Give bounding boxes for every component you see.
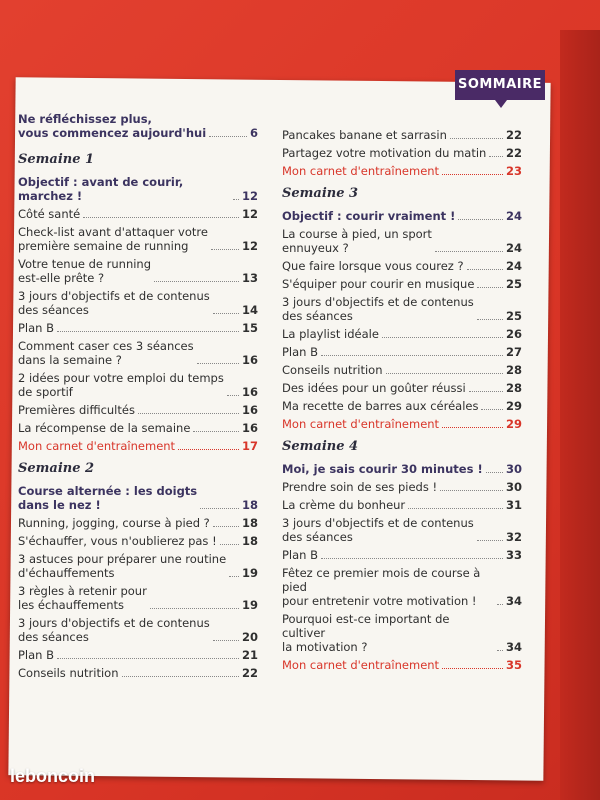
toc-entry xyxy=(18,421,258,435)
dot-leader xyxy=(233,199,239,200)
left-column xyxy=(18,112,258,684)
entry-title: Check-list avant d'attaquer votre première semaine de running xyxy=(18,225,208,253)
week-heading: Semaine 4 xyxy=(282,439,359,454)
page-number: 19 xyxy=(241,566,258,580)
page-number: 22 xyxy=(241,666,258,680)
entry-title: Plan B xyxy=(282,548,319,562)
toc-entry xyxy=(282,399,522,413)
page-number: 21 xyxy=(241,648,258,662)
dot-leader xyxy=(193,431,239,432)
toc-entry xyxy=(282,277,522,291)
toc-entry xyxy=(282,345,522,359)
entry-title: La course à pied, un sport ennuyeux ? xyxy=(282,227,432,255)
dot-leader xyxy=(458,219,503,220)
entry-title: 3 astuces pour préparer une routine d'échauffements xyxy=(18,552,227,580)
dot-leader xyxy=(467,269,503,270)
dot-leader xyxy=(211,249,239,250)
toc-entry xyxy=(18,321,258,335)
toc-entry xyxy=(18,225,258,253)
dot-leader xyxy=(220,544,239,545)
dot-leader xyxy=(57,331,239,332)
dot-leader xyxy=(450,138,503,139)
page-number: 34 xyxy=(505,594,522,608)
dot-leader xyxy=(213,640,239,641)
toc-entry xyxy=(18,371,258,399)
entry-title: Conseils nutrition xyxy=(282,363,383,377)
page-number: 29 xyxy=(505,417,522,431)
toc-entry xyxy=(282,146,522,160)
entry-title: Running, jogging, course à pied ? xyxy=(18,516,210,530)
toc-entry xyxy=(282,227,522,255)
entry-title: Objectif : courir vraiment ! xyxy=(282,209,456,223)
dot-leader xyxy=(57,658,239,659)
dot-leader xyxy=(138,413,239,414)
toc-entry xyxy=(18,439,258,453)
intro-entry xyxy=(18,112,258,140)
toc-entry xyxy=(18,552,258,580)
entry-title: La crème du bonheur xyxy=(282,498,406,512)
page-number: 12 xyxy=(241,239,258,253)
page-number: 30 xyxy=(505,480,522,494)
dot-leader xyxy=(442,174,503,175)
toc-entry xyxy=(282,658,522,672)
entry-title: Plan B xyxy=(18,321,55,335)
toc-entry xyxy=(282,381,522,395)
page-number: 24 xyxy=(505,209,522,223)
entry-title: Que faire lorsque vous courez ? xyxy=(282,259,464,273)
dot-leader xyxy=(229,576,239,577)
page-number: 20 xyxy=(241,630,258,644)
toc-entry xyxy=(18,257,258,285)
toc-entry xyxy=(282,128,522,142)
entry-title: Mon carnet d'entraînement xyxy=(18,439,176,453)
entry-title: Fêtez ce premier mois de course à pied pour entretenir votre motivation ! xyxy=(282,566,481,608)
entry-title: 3 règles à retenir pour les échauffements xyxy=(18,584,147,612)
entry-title: La playlist idéale xyxy=(282,327,379,341)
right-column xyxy=(282,128,522,676)
page-number: 12 xyxy=(241,207,258,221)
toc-entry xyxy=(282,259,522,273)
dot-leader xyxy=(200,508,239,509)
entry-title: 3 jours d'objectifs et de contenus des séances xyxy=(18,289,210,317)
dot-leader xyxy=(197,363,239,364)
dot-leader xyxy=(497,650,503,651)
toc-entry xyxy=(18,207,258,221)
entry-title: Ne réfléchissez plus, vous commencez aujourd'hui xyxy=(18,112,207,140)
page-number: 16 xyxy=(241,421,258,435)
week-heading: Semaine 3 xyxy=(282,186,359,201)
page-number: 12 xyxy=(241,189,258,203)
dot-leader xyxy=(178,449,239,450)
toc-entry xyxy=(18,339,258,367)
dot-leader xyxy=(477,540,503,541)
dot-leader xyxy=(486,472,503,473)
page-number: 17 xyxy=(241,439,258,453)
page-number: 35 xyxy=(505,658,522,672)
toc-entry xyxy=(18,584,258,612)
dot-leader xyxy=(481,409,503,410)
entry-title: 3 jours d'objectifs et de contenus des séances xyxy=(282,295,474,323)
page-number: 14 xyxy=(241,303,258,317)
page-number: 22 xyxy=(505,146,522,160)
page-number: 15 xyxy=(241,321,258,335)
entry-title: S'équiper pour courir en musique xyxy=(282,277,475,291)
toc-entry xyxy=(282,327,522,341)
dot-leader xyxy=(408,508,503,509)
dot-leader xyxy=(213,313,239,314)
entry-title: Partagez votre motivation du matin xyxy=(282,146,487,160)
toc-entry xyxy=(282,480,522,494)
dot-leader xyxy=(382,337,503,338)
week-heading: Semaine 1 xyxy=(18,152,95,167)
page-number: 24 xyxy=(505,241,522,255)
dot-leader xyxy=(386,373,503,374)
dot-leader xyxy=(122,676,239,677)
sommaire-badge: SOMMAIRE xyxy=(455,70,545,100)
week-heading: Semaine 2 xyxy=(18,461,95,476)
dot-leader xyxy=(489,156,503,157)
page-number: 25 xyxy=(505,309,522,323)
page-number: 13 xyxy=(241,271,258,285)
page-number: 18 xyxy=(241,516,258,530)
page-number: 16 xyxy=(241,403,258,417)
entry-title: 2 idées pour votre emploi du temps de sportif xyxy=(18,371,224,399)
dot-leader xyxy=(469,391,503,392)
entry-title: Pourquoi est-ce important de cultiver la motivation ? xyxy=(282,612,450,654)
entry-title: Prendre soin de ses pieds ! xyxy=(282,480,438,494)
book-spine-edge xyxy=(560,30,600,800)
entry-title: Mon carnet d'entraînement xyxy=(282,658,440,672)
dot-leader xyxy=(440,490,503,491)
toc-entry xyxy=(282,498,522,512)
page-number: 18 xyxy=(241,534,258,548)
toc-entry xyxy=(282,417,522,431)
page-number: 28 xyxy=(505,381,522,395)
entry-title: Comment caser ces 3 séances dans la semaine ? xyxy=(18,339,194,367)
entry-title: Mon carnet d'entraînement xyxy=(282,164,440,178)
entry-title: Mon carnet d'entraînement xyxy=(282,417,440,431)
page-number: 28 xyxy=(505,363,522,377)
toc-entry xyxy=(18,648,258,662)
dot-leader xyxy=(227,395,239,396)
toc-entry xyxy=(18,666,258,680)
page-number: 26 xyxy=(505,327,522,341)
dot-leader xyxy=(150,608,239,609)
page-number: 19 xyxy=(241,598,258,612)
page-number: 31 xyxy=(505,498,522,512)
toc-entry xyxy=(282,548,522,562)
dot-leader xyxy=(497,604,503,605)
toc-entry xyxy=(282,164,522,178)
entry-title: Premières difficultés xyxy=(18,403,135,417)
toc-entry xyxy=(282,209,522,223)
toc-entry xyxy=(18,616,258,644)
entry-title: Plan B xyxy=(282,345,319,359)
dot-leader xyxy=(477,319,503,320)
page-number: 33 xyxy=(505,548,522,562)
page-number: 18 xyxy=(241,498,258,512)
page-number: 29 xyxy=(505,399,522,413)
page-number: 6 xyxy=(249,126,258,140)
dot-leader xyxy=(321,558,503,559)
entry-title: 3 jours d'objectifs et de contenus des séances xyxy=(18,616,210,644)
toc-entry xyxy=(282,516,522,544)
dot-leader xyxy=(442,427,503,428)
page-number: 30 xyxy=(505,462,522,476)
entry-title: 3 jours d'objectifs et de contenus des séances xyxy=(282,516,474,544)
dot-leader xyxy=(435,251,503,252)
dot-leader xyxy=(442,668,503,669)
entry-title: Conseils nutrition xyxy=(18,666,119,680)
page-number: 16 xyxy=(241,385,258,399)
toc-entry xyxy=(18,516,258,530)
toc-entry xyxy=(18,534,258,548)
dot-leader xyxy=(83,217,239,218)
entry-title: Des idées pour un goûter réussi xyxy=(282,381,466,395)
entry-title: Moi, je sais courir 30 minutes ! xyxy=(282,462,483,476)
leboncoin-watermark: leboncoin xyxy=(10,766,95,786)
page-number: 34 xyxy=(505,640,522,654)
page-number: 16 xyxy=(241,353,258,367)
dot-leader xyxy=(477,287,503,288)
page-number: 22 xyxy=(505,128,522,142)
dot-leader xyxy=(154,281,239,282)
page-number: 24 xyxy=(505,259,522,273)
toc-entry xyxy=(282,566,522,608)
page-number: 27 xyxy=(505,345,522,359)
dot-leader xyxy=(321,355,503,356)
dot-leader xyxy=(213,526,239,527)
entry-title: Ma recette de barres aux céréales xyxy=(282,399,479,413)
entry-title: La récompense de la semaine xyxy=(18,421,191,435)
entry-title: Course alternée : les doigts dans le nez ! xyxy=(18,484,198,512)
toc-entry xyxy=(18,175,258,203)
toc-entry xyxy=(282,462,522,476)
toc-entry xyxy=(18,403,258,417)
entry-title: Côté santé xyxy=(18,207,81,221)
entry-title: Votre tenue de running est-elle prête ? xyxy=(18,257,152,285)
page-number: 23 xyxy=(505,164,522,178)
toc-entry xyxy=(282,363,522,377)
toc-entry xyxy=(282,612,522,654)
entry-title: Plan B xyxy=(18,648,55,662)
entry-title: Pancakes banane et sarrasin xyxy=(282,128,447,142)
toc-entry xyxy=(18,289,258,317)
page-number: 32 xyxy=(505,530,522,544)
entry-title: Objectif : avant de courir, marchez ! xyxy=(18,175,184,203)
toc-entry xyxy=(282,295,522,323)
page-number: 25 xyxy=(505,277,522,291)
dot-leader xyxy=(209,136,247,137)
entry-title: S'échauffer, vous n'oublierez pas ! xyxy=(18,534,217,548)
toc-entry xyxy=(18,484,258,512)
